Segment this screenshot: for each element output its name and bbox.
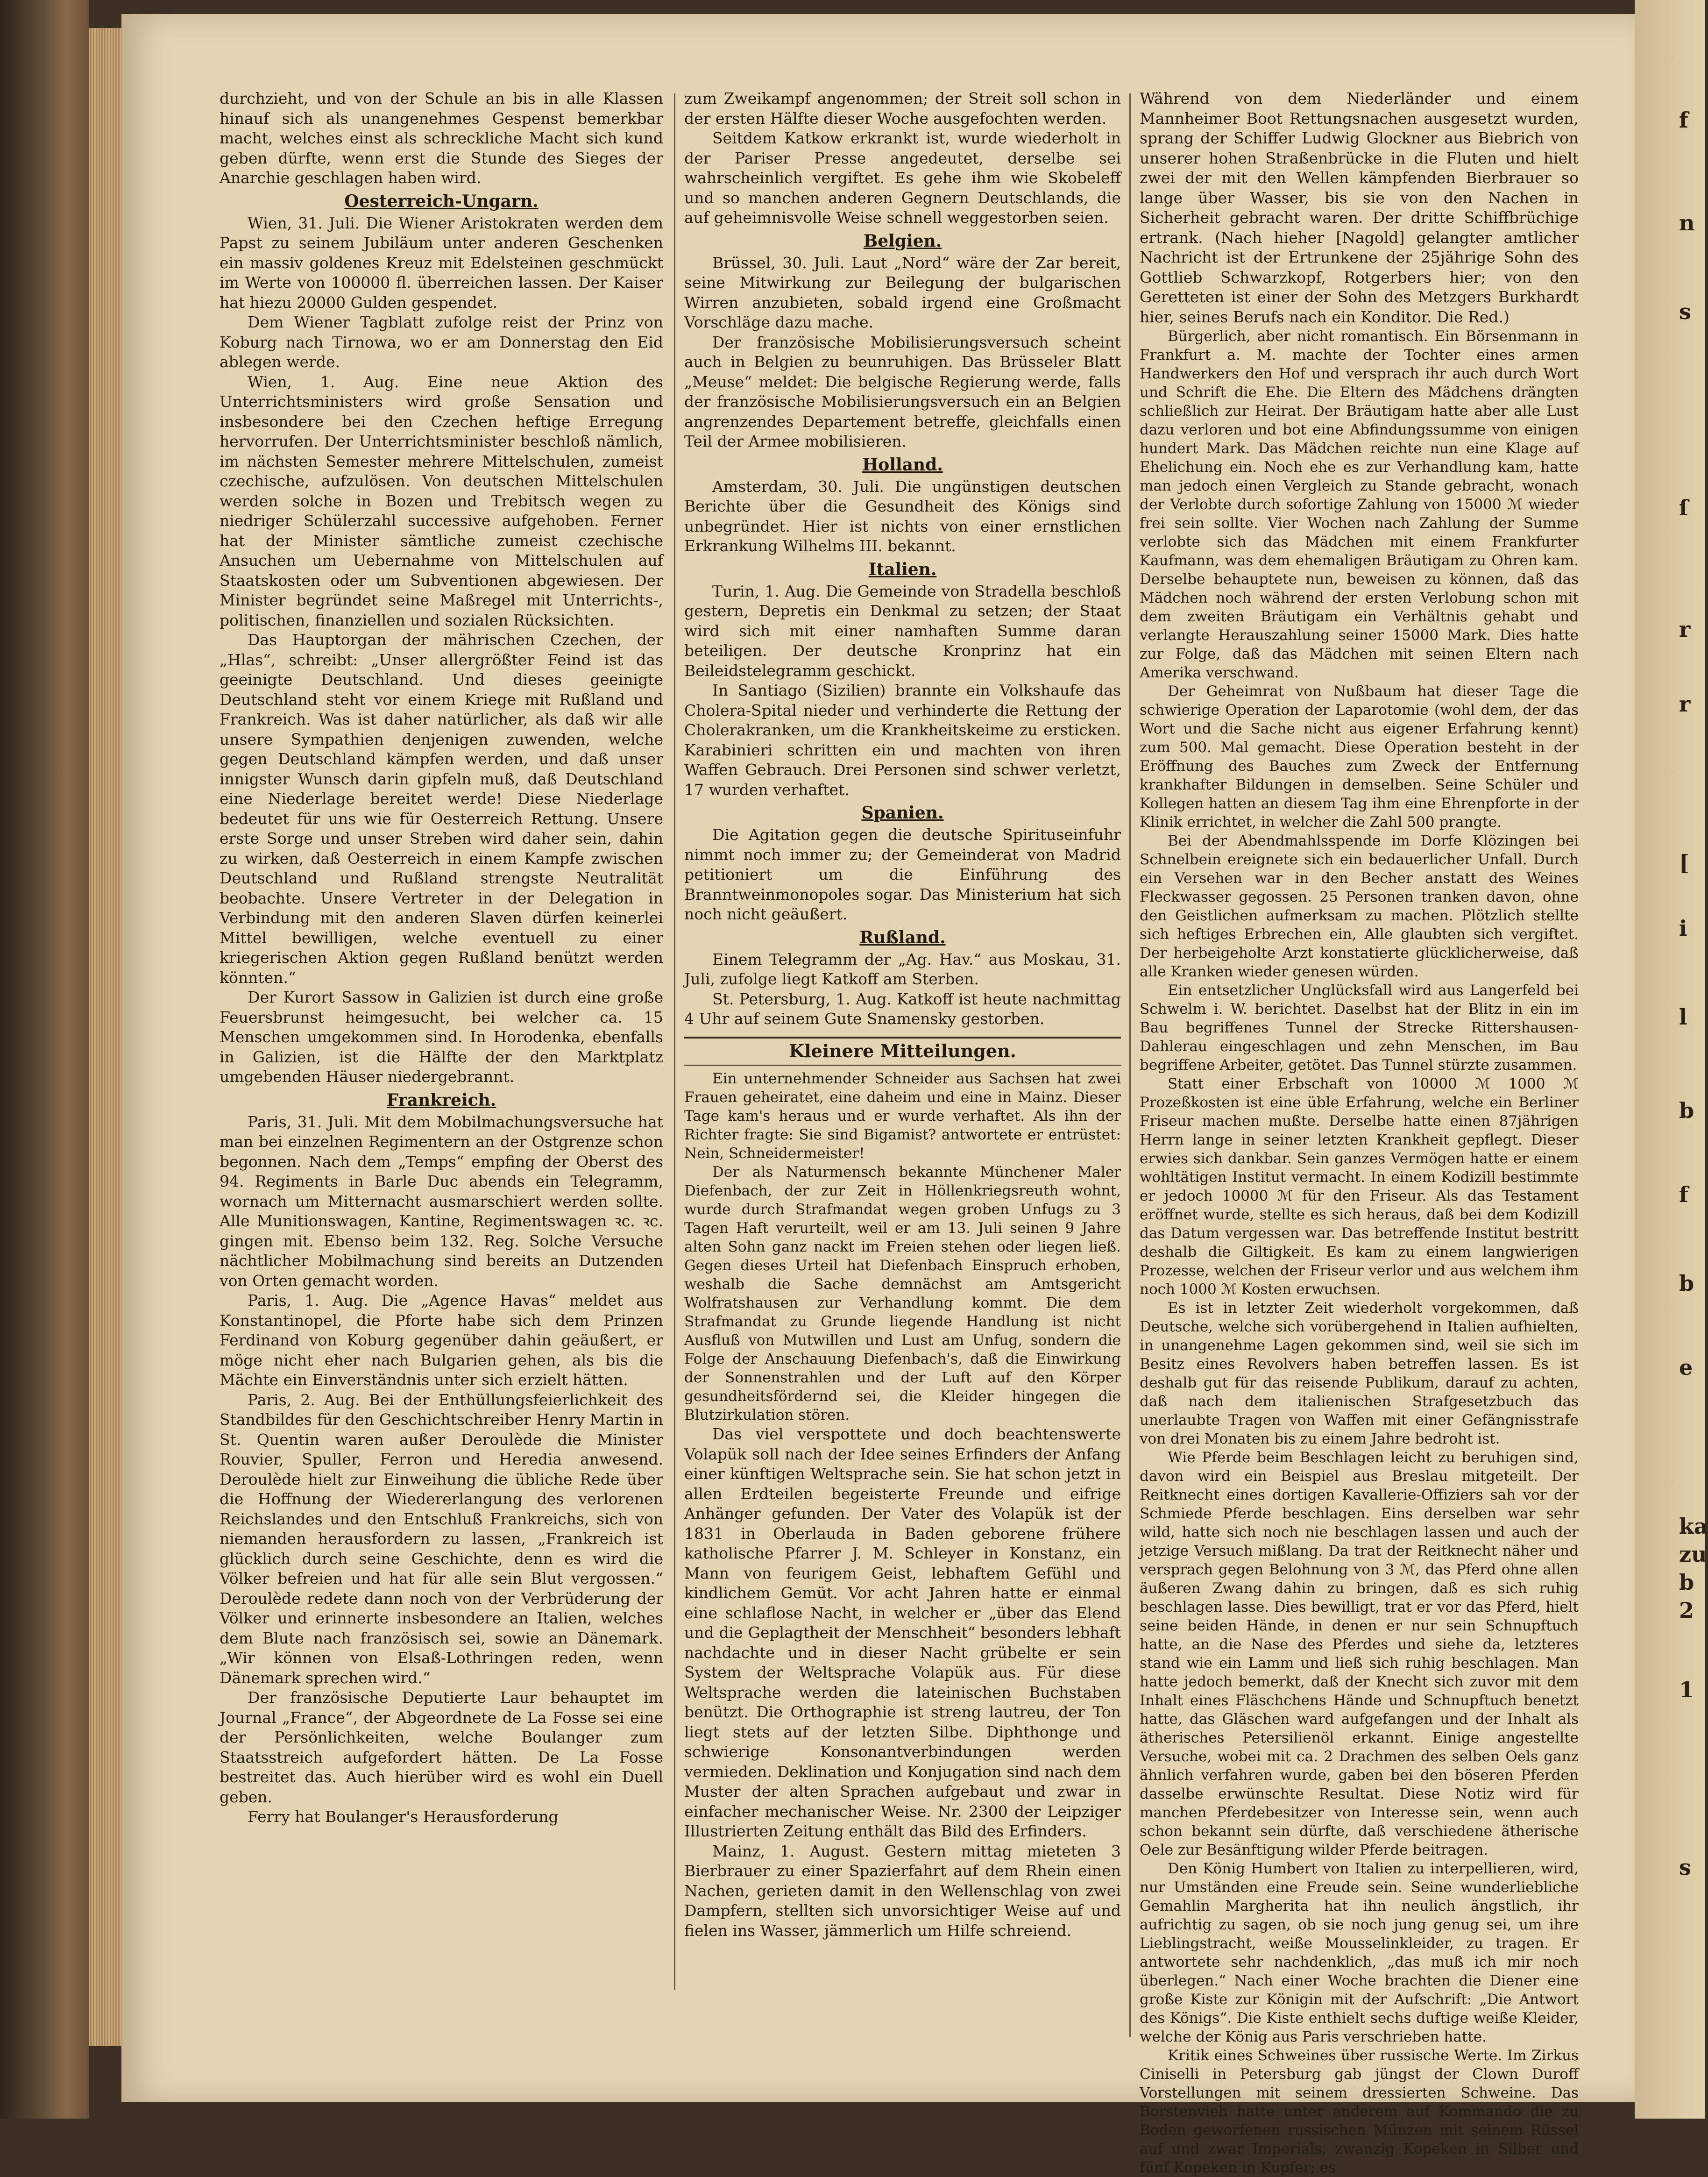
notice-paragraph: Bei der Abendmahlsspende im Dorfe Klözingen bei Schnelbein ereignete sich ein bedauerlicher Unfall. Durch ein Versehen war in den Becher anstatt des Weines Fleckwasser gegossen. 25 Personen tranken davon, ohne den Geistlichen aufmerksam zu machen. Plötzlich stellte sich heftiges Erbrechen ein, Alle glaubten sich vergiftet. Der herbeigeholte Arzt konstatierte glücklicherweise, daß alle Kranken wieder genesen würden. (1140, 832, 1579, 980)
article-paragraph: Das viel verspottete und doch beachtenswerte Volapük soll nach der Idee seines Erfinders der Anfang einer künftigen Weltsprache sein. Sie hat schon jetzt in allen Erdteilen begeisterte Freunde und eifrige Anhänger gefunden. Der Vater des Volapük ist der 1831 in Oberlauda in Baden geborene frühere katholische Pfarrer J. M. Schleyer in Konstanz, ein Mann von feurigem Geist, lebhaftem Gefühl und kindlichem Gemüt. Vor acht Jahren hatte er einmal eine schlaflose Nacht, in welcher er „über das Elend und die Geplagtheit der Menschheit“ besonders lebhaft nachdachte und in dieser Nacht grübelte er sein System der Weltsprache Volapük aus. Für diese Weltsprache werden die lateinischen Buchstaben benützt. Die Orthographie ist streng lautreu, der Ton liegt stets auf der letzten Silbe. Diphthonge und schwierige Konsonantverbindungen werden vermieden. Deklination und Konjugation sind nach dem Muster der alten Sprachen aufgebaut und zwar in einfacher mechanischer Weise. Nr. 2300 der Leipziger Illustrierten Zeitung enthält das Bild des Erfinders. (684, 1425, 1121, 1840)
notice-paragraph: Statt einer Erbschaft von 10000 ℳ 1000 ℳ Prozeßkosten ist eine üble Erfahrung, welche ein Berliner Friseur machen mußte. Derselbe hatte einen 87jährigen Herrn lange in seiner letzten Krankheit gepflegt. Dieser erwies sich dankbar. Sein ganzes Vermögen hatte er einem wohltätigen Institut vermacht. In einem Kodizill bestimmte er jedoch 10000 ℳ für den Friseur. Als das Testament eröffnet wurde, stellte es sich heraus, daß bei dem Kodizill das Datum vergessen war. Das betreffende Institut bestritt deshalb die Giltigkeit. Es kam zu einem langwierigen Prozesse, welchen der Friseur verlor und aus welchem ihm noch 1000 ℳ Kosten erwuchsen. (1140, 1075, 1579, 1298)
section-heading-holland: Holland. (862, 455, 943, 475)
article-paragraph: Seitdem Katkow erkrankt ist, wurde wiederholt in der Pariser Presse angedeutet, derselbe sei wahrscheinlich vergiftet. Es gehe ihm wie Skobeleff und so manchen anderen Gegnern Deutschlands, die auf geheimnisvolle Weise schnell weggestorben seien. (684, 129, 1121, 227)
section-heading-russland: Rußland. (859, 927, 946, 947)
notice-paragraph: Es ist in letzter Zeit wiederholt vorgekommen, daß Deutsche, welche sich vorübergehend in Italien aufhielten, in unangenehme Lagen gekommen sind, weil sie sich im Besitz eines Revolvers haben betreffen lassen. Es ist deshalb gut für das reisende Publikum, darauf zu achten, daß nach dem italienischen Strafgesetzbuch das unerlaubte Tragen von Waffen mit einer Gefängnisstrafe von drei Monaten bis zu einem Jahre bedroht ist. (1140, 1300, 1579, 1447)
column-3 (1140, 89, 1579, 2176)
section-heading-spanien: Spanien. (861, 803, 944, 823)
edge-glyph: 2 (1679, 1598, 1694, 1623)
article-paragraph: Dem Wiener Tagblatt zufolge reist der Prinz von Koburg nach Tirnowa, wo er am Donnerstag den Eid ablegen werde. (220, 313, 663, 371)
section-heading-frankreich: Frankreich. (386, 1090, 496, 1110)
article-paragraph: Wien, 31. Juli. Die Wiener Aristokraten werden dem Papst zu seinem Jubiläum unter anderen Geschenken ein massiv goldenes Kreuz mit Edelsteinen geschmückt im Werte von 100000 fl. überreichen lassen. Der Kaiser hat hiezu 20000 Gulden gespendet. (220, 213, 663, 312)
article-paragraph: Während von dem Niederländer und einem Mannheimer Boot Rettungsnachen ausgesetzt wurden, sprang der Schiffer Ludwig Glockner aus Biebrich von unserer hohen Straßenbrücke in die Fluten und hielt zwei der mit den Wellen kämpfenden Bierbrauer so lange über Wasser, bis sie von den Nachen in Sicherheit gebracht waren. Der dritte Schiffbrüchige ertrank. (Nach hieher [Nagold] gelangter amtlicher Nachricht ist der Ertrunkene der 25jährige Sohn des Gottlieb Schwarzkopf, Rotgerbers hier; von den Geretteten ist einer der Sohn des Metzgers Burkhardt hier, seines Berufs nach ein Konditor. Die Red.) (1140, 89, 1579, 326)
page-edges (89, 28, 121, 2046)
article-paragraph: Die Agitation gegen die deutsche Spirituseinfuhr nimmt noch immer zu; der Gemeinderat von Madrid petitioniert um die Einführung des Branntweinmonopoles sogar. Das Ministerium hat sich noch nicht geäußert. (684, 825, 1121, 923)
article-paragraph: In Santiago (Sizilien) brannte ein Volkshaufe das Cholera-Spital nieder und verhinderte die Rettung der Cholerakranken, um die Krankheitskeime zu ersticken. Karabinieri schritten ein und machten von ihren Waffen Gebrauch. Drei Personen sind schwer verletzt, 17 wurden verhaftet. (684, 681, 1121, 799)
edge-glyph: b (1679, 1271, 1694, 1296)
column-2 (684, 89, 1121, 2042)
section-heading-italien: Italien. (868, 559, 937, 579)
edge-glyph: 1 (1679, 1677, 1694, 1702)
article-paragraph: Der Kurort Sassow in Galizien ist durch eine große Feuersbrunst heimgesucht, bei welcher ca. 15 Menschen umgekommen sind. In Horodenka, ebenfalls in Galizien, ist die Hälfte der den Marktplatz umgebenden Häuser niedergebrannt. (220, 988, 663, 1086)
small-notices (1140, 327, 1579, 2177)
edge-glyph: ſ (1679, 495, 1688, 520)
section-heading-kleinere: Kleinere Mitteilungen. (789, 1040, 1016, 1061)
article-paragraph: Der französische Mobilisierungsversuch scheint auch in Belgien zu beunruhigen. Das Brüsseler Blatt „Meuse“ meldet: Die belgische Regierung werde, falls der französische Mobilisierungsversuch ein an Belgien angrenzendes Departement betreffe, gleichfalls einen Teil der Armee mobilisieren. (684, 333, 1121, 450)
edge-glyph: n (1679, 210, 1695, 235)
article-paragraph: St. Petersburg, 1. Aug. Katkoff ist heute nachmittag 4 Uhr auf seinem Gute Snamensky gestorben. (684, 989, 1121, 1028)
section-heading-oesterreich: Oesterreich-Ungarn. (344, 191, 539, 211)
notice-paragraph: Bürgerlich, aber nicht romantisch. Ein Börsenmann in Frankfurt a. M. machte der Tochter eines armen Handwerkers den Hof und versprach ihr auch durch Wort und Schrift die Ehe. Die Eltern des Mädchens drängten schließlich zur Heirat. Der Bräutigam hatte aber alle Lust dazu verloren und bot eine Abfindungssumme von einigen hundert Mark. Das Mädchen reichte nun eine Klage auf Ehelichung ein. Noch ehe es zur Verhandlung kam, hatte man jedoch einen Vergleich zu Stande gebracht, wonach der Verlobte durch sofortige Zahlung von 15000 ℳ wieder frei sein sollte. Vier Wochen nach Zahlung der Summe verlobte sich das Mädchen mit einem Frankfurter Kaufmann, was dem ehemaligen Bräutigam zu Ohren kam. Derselbe behauptete nun, beweisen zu können, daß das Mädchen noch während der ersten Verlobung schon mit dem zweiten Bräutigam ein Verhältnis gehabt und verlangte Herauszahlung seiner 15000 Mark. Dies hatte zur Folge, daß das Mädchen mit seinen Eltern nach Amerika verschwand. (1140, 328, 1579, 681)
column-rule-2 (1129, 93, 1131, 2037)
article-paragraph: Einem Telegramm der „Ag. Hav.“ aus Moskau, 31. Juli, zufolge liegt Katkoff am Sterben. (684, 950, 1121, 988)
article-paragraph: Ferry hat Boulanger's Herausforderung (248, 1807, 559, 1826)
small-notices (684, 1069, 1121, 1424)
article-paragraph: Das Hauptorgan der mährischen Czechen, der „Hlas“, schreibt: „Unser allergrößter Feind ist das geeinigte Deutschland. Und dieses geeinigte Deutschland steht vor einem Kriege mit Rußland und Frankreich. Was ist daher natürlicher, als daß wir alle unsere Sympathien denjenigen zuwenden, welche gegen Deutschland kämpfen werden, und daß unser innigster Wunsch darin gipfeln muß, daß Deutschland eine Niederlage bereitet werde! Diese Niederlage bedeutet für uns wie für Oesterreich Rettung. Unsere erste Sorge und unser Streben wird daher sein, dahin zu wirken, daß Oesterreich in einem Kampfe zwischen Deutschland und Rußland strengste Neutralität beobachte. Unsere Vertreter in der Delegation in Verbindung mit den anderen Slaven dürfen keinerlei Mittel bewilligen, welche eventuell zu einer kriegerischen Aktion gegen Rußland benützt werden könnten.“ (220, 631, 663, 987)
edge-glyph: r (1679, 617, 1691, 642)
article-paragraph: Brüssel, 30. Juli. Laut „Nord“ wäre der Zar bereit, seine Mitwirkung zur Beilegung der bulgarischen Wirren anzubieten, sobald irgend eine Großmacht Vorschläge dazu mache. (684, 253, 1121, 331)
article-paragraph: Mainz, 1. August. Gestern mittag mieteten 3 Bierbrauer zu einer Spazierfahrt auf dem Rhein einen Nachen, gerieten damit in den Wellenschlag von zwei Dampfern, stellten sich unvorsichtiger Weise auf und fielen ins Wasser, jämmerlich um Hilfe schreiend. (684, 1842, 1121, 1940)
edge-glyph: f (1679, 1182, 1688, 1207)
notice-paragraph: Ein entsetzlicher Unglücksfall wird aus Langerfeld bei Schwelm i. W. berichtet. Daselbst hat der Blitz in ein im Bau begriffenes Tunnel der Strecke Rittershausen-Dahlerau eingeschlagen und zehn Menschen, im Bau begriffene Arbeiter, getötet. Das Tunnel stürzte zusammen. (1140, 982, 1579, 1074)
edge-glyph: s (1679, 1855, 1691, 1880)
article-paragraph: Wien, 1. Aug. Eine neue Aktion des Unterrichtsministers wird große Sensation und insbesondere bei den Czechen heftige Erregung hervorrufen. Der Unterrichtsminister beschloß nämlich, im nächsten Semester mehrere Mittelschulen, zumeist czechische, aufzulösen. Von deutschen Mittelschulen werden solche in Bozen und Trebitsch wegen zu niedriger Schülerzahl successive aufgehoben. Ferner hat der Minister sämtliche zumeist czechische Ansuchen um Uebernahme von Mittelschulen auf Staatskosten oder um Subventionen abgewiesen. Der Minister begründet seine Maßregel mit Unterrichts-, politischen, finanziellen und sozialen Rücksichten. (220, 372, 663, 629)
article-paragraph: Paris, 1. Aug. Die „Agence Havas“ meldet aus Konstantinopel, die Pforte habe sich dem Prinzen Ferdinand von Koburg gegenüber dahin geäußert, er möge nicht eher nach Bulgarien gehen, als bis die Mächte ein Einverständnis unter sich erzielt hätten. (220, 1291, 663, 1389)
notice-paragraph: Kritik eines Schweines über russische Werte. Im Zirkus Ciniselli in Petersburg gab jüngst der Clown Duroff Vorstellungen mit seinem dressierten Schweine. Das Borstenvieh hatte unter anderem auf Kommando die zu Boden geworfenen russischen Münzen mit seinem Rüssel auf und zwar Imperials, zwanzig Kopeken in Silber und fünf Kopeken in Kupfer; es (1140, 2047, 1579, 2176)
notice-paragraph: Der als Naturmensch bekannte Münchener Maler Diefenbach, der zur Zeit in Höllenkriegsreuth wohnt, wurde durch Strafmandat wegen groben Unfugs zu 3 Tagen Haft verurteilt, weil er am 13. Juli seinen 9 Jahre alten Sohn ganz nackt im Freien stehen oder liegen ließ. Gegen dieses Urteil hat Diefenbach Einspruch erhoben, weshalb die Sache demnächst am Amtsgericht Wolfratshausen zur Verhandlung kommt. Die dem Strafmandat zu Grunde liegende Handlung ist nicht Ausfluß von Mutwillen und Lust am Unfug, sondern die Folge der Anschauung Diefenbach's, daß die Einwirkung der Sonnenstrahlen und der Luft auf den Körper gesundheitsfördernd sei, die Kleider hingegen die Blutzirkulation stören. (684, 1164, 1121, 1423)
edge-glyph: zu (1679, 1542, 1707, 1567)
edge-glyph: i (1679, 916, 1687, 941)
notice-paragraph: Der Geheimrat von Nußbaum hat dieser Tage die schwierige Operation der Laparotomie (wohl dem, der das Wort und die Sache nicht aus eigener Erfahrung kennt) zum 500. Mal gemacht. Diese Operation besteht in der Eröffnung des Bauches zum Zweck der Entfernung krankhafter Bildungen in demselben. Seine Schüler und Kollegen hatten an diesem Tag ihm eine Ehrenpforte in der Klinik errichtet, in welcher die Zahl 500 prangte. (1140, 683, 1579, 831)
article-paragraph: Paris, 31. Juli. Mit dem Mobilmachungsversuche hat man bei einzelnen Regimentern an der Ostgrenze schon begonnen. Nach dem „Temps“ empfing der Oberst des 94. Regiments in Barle Duc abends ein Telegramm, wornach um Mitternacht ausmarschiert werden sollte. Alle Munitionswagen, Kantine, Regimentswagen ꝛc. ꝛc. gingen mit. Ebenso beim 132. Reg. Solche Versuche nächtlicher Mobilmachung sind bereits an Dutzenden von Orten gemacht worden. (220, 1112, 663, 1290)
notice-paragraph: Ein unternehmender Schneider aus Sachsen hat zwei Frauen geheiratet, eine daheim und eine in Mainz. Dieser Tage kam's heraus und er wurde verhaftet. Als ihn der Richter fragte: Sie sind Bigamist? antwortete er entrüstet: Nein, Schneidermeister! (684, 1070, 1121, 1162)
notice-paragraph: Wie Pferde beim Beschlagen leicht zu beruhigen sind, davon wird ein Beispiel aus Breslau mitgeteilt. Der Reitknecht eines dortigen Kavallerie-Offiziers sah vor der Schmiede Pferde beschlagen. Eins derselben war sehr wild, hatte sich noch nie beschlagen lassen und auch der jetzige Versuch mißlang. Da trat der Reitknecht näher und versprach gegen Belohnung von 3 ℳ, das Pferd ohne allen äußeren Zwang dahin zu bringen, daß es sich ruhig beschlagen lasse. Dies bewilligt, trat er vor das Pferd, hielt seine beiden Hände, in denen er nur sein Schnupftuch hatte, an die Nase des Pferdes und siehe da, letzteres stand wie ein Lamm und ließ sich ruhig beschlagen. Man hatte jedoch bemerkt, daß der Knecht sich zuvor mit dem Inhalt eines Fläschchens Hände und Schnupftuch benetzt hatte, das Gläschen ward aufgefangen und der Inhalt als ätherisches Petersilienöl erkannt. Einige angestellte Versuche, wobei mit ca. 2 Drachmen des selben Oels ganz ähnlich verfahren wurde, gaben bei den böseren Pferden dasselbe erwünschte Resultat. Diese Notiz wird für manchen Pferdebesitzer von Interesse sein, wenn auch schon bekannt sein dürfte, daß verschiedene ätherische Oele zur Besänftigung wilder Pferde beitragen. (1140, 1449, 1579, 1858)
section-heading-belgien: Belgien. (863, 231, 942, 251)
article-paragraph: Der französische Deputierte Laur behauptet im Journal „France“, der Abgeordnete de La Fosse sei eine der Persönlichkeiten, welche Boulanger zum Staatsstreich aufgefordert hätten. De La Fosse bestreitet das. Auch hierüber wird es wohl ein Duell geben. (220, 1688, 663, 1806)
column-rule-1 (674, 93, 675, 1990)
edge-glyph: b (1679, 1570, 1694, 1595)
notice-paragraph: Den König Humbert von Italien zu interpellieren, wird, nur Umständen eine Freude sein. Seine wunderliebliche Gemahlin Margherita hat ihn neulich ängstlich, ihr aufrichtig zu sagen, ob sie noch jung genug sei, um ihre Lieblingstracht, weiße Mousselinkleider, zu tragen. Er antwortete sehr nachdenklich, „das muß ich mir noch überlegen.“ Nach einer Woche brachten die Diener eine große Kiste zur Königin mit der Aufschrift: „Die Antwort des Königs“. Die Kiste enthielt sechs duftige weiße Kleider, welche der König aus Paris verschrieben hatte. (1140, 1860, 1579, 2045)
edge-glyph: l (1679, 1004, 1687, 1030)
article-paragraph: zum Zweikampf angenommen; der Streit soll schon in der ersten Hälfte dieser Woche ausgefochten werden. (684, 89, 1121, 128)
facing-page-edge (1635, 0, 1708, 2119)
kleinere-mitteilungen-header (684, 1037, 1121, 1066)
edge-glyph: b (1679, 1098, 1694, 1123)
article-paragraph: Amsterdam, 30. Juli. Die ungünstigen deutschen Berichte über die Gesundheit des Königs sind unbegründet. Hier ist nichts von einer ernstlichen Erkrankung Wilhelms III. bekannt. (684, 477, 1121, 555)
edge-glyph: f (1679, 107, 1688, 133)
article-paragraph: Paris, 2. Aug. Bei der Enthüllungsfeierlichkeit des Standbildes für den Geschichtschreiber Henry Martin in St. Quentin waren außer Deroulède die Minister Rouvier, Spuller, Ferron und Heredia anwesend. Deroulède hielt zur Einweihung die übliche Rede über die Hoffnung der Wiedererlangung des verlorenen Reichslandes und den Entschluß Frankreichs, sich von niemanden herausfordern zu lassen, „Frankreich ist glücklich durch seine Geschichte, denn es wird die Völker befreien und hat für alle sein Blut vergossen.“ Deroulède redete dann noch von der Verbrüderung der Völker und erinnerte insbesondere an Italien, welches dem Blute nach französisch sei, sowie an Dänemark. „Wir können von Elsaß-Lothringen reden, wenn Dänemark sprechen wird.“ (220, 1390, 663, 1687)
edge-glyph: s (1679, 299, 1691, 324)
article-paragraph: durchzieht, und von der Schule an bis in alle Klassen hinauf sich als unangenehmes Gespenst bemerkbar macht, welches einst als schreckliche Macht sich kund geben dürfte, wenn erst die Stunde des Sieges der Anarchie geschlagen haben wird. (220, 89, 663, 187)
column-1 (220, 89, 663, 2042)
edge-glyph: e (1679, 1355, 1693, 1380)
book-binding (0, 0, 89, 2119)
article-paragraph: Turin, 1. Aug. Die Gemeinde von Stradella beschloß gestern, Depretis ein Denkmal zu setzen; der Staat wird sich mit einer namhaften Summe daran beteiligen. Der deutsche Kronprinz hat ein Beileidstelegramm geschickt. (684, 582, 1121, 680)
edge-glyph: r (1679, 691, 1691, 717)
edge-glyph: ka (1679, 1514, 1708, 1539)
edge-glyph: [ (1679, 850, 1689, 875)
